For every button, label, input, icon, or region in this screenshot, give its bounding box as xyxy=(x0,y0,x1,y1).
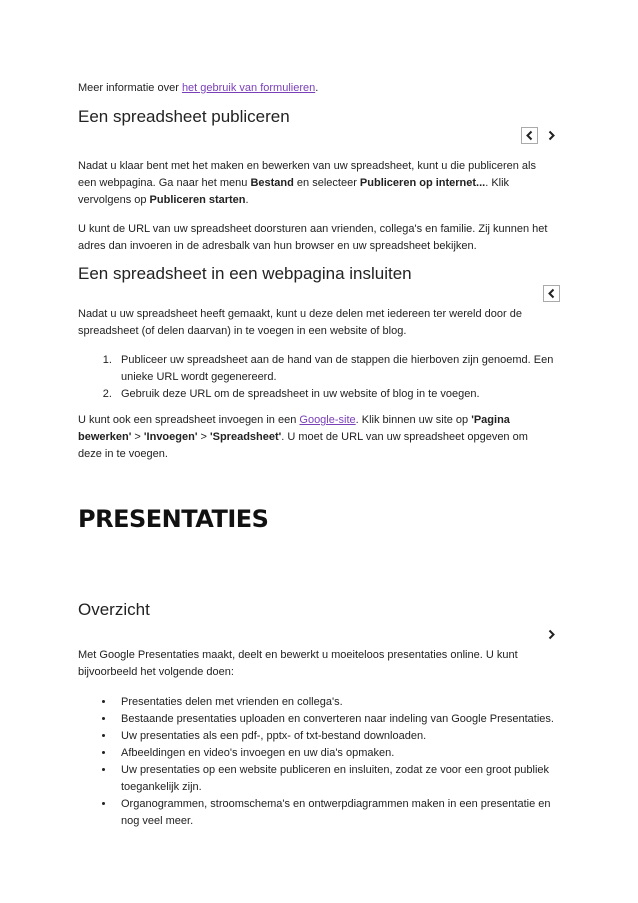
chevron-right-icon xyxy=(546,130,557,141)
presentations-title: PRESENTATIES xyxy=(78,505,269,533)
chevron-left-icon xyxy=(546,288,557,299)
embed-steps-list xyxy=(78,352,555,403)
next-button-2[interactable] xyxy=(543,626,560,643)
publish-paragraph-2: U kunt de URL van uw spreadsheet doorsturen aan vrienden, collega's en familie. Zij kunnen het adres dan invoeren in de adresbalk van hun browser en uw spreadsheet bekijken. xyxy=(78,223,548,252)
text: > xyxy=(131,431,144,443)
chevron-left-icon xyxy=(524,130,535,141)
google-site-link[interactable]: Google-site xyxy=(299,414,356,426)
text: > xyxy=(197,431,210,443)
intro-line xyxy=(78,80,550,97)
edit-page-label: 'Pagina bewerken' xyxy=(78,414,510,443)
embed-heading: Een spreadsheet in een webpagina insluiten xyxy=(78,264,412,283)
embed-paragraph-2 xyxy=(78,412,550,463)
intro-suffix: . xyxy=(315,82,319,94)
list-item: • Organogrammen, stroomschema's en ontwerpdiagrammen maken in een presentatie en nog veel meer. xyxy=(115,796,560,830)
intro-prefix: Meer informatie over xyxy=(78,82,182,94)
list-item: • Bestaande presentaties uploaden en converteren naar indeling van Google Presentaties. xyxy=(115,711,560,728)
list-item: • Afbeeldingen en video's invoegen en uw dia's opmaken. xyxy=(115,745,560,762)
publish-heading: Een spreadsheet publiceren xyxy=(78,107,290,126)
text: . Klik vervolgens op xyxy=(78,177,510,206)
next-button[interactable] xyxy=(543,127,560,144)
text: U kunt ook een spreadsheet invoegen in een xyxy=(78,414,300,426)
list-item: • Uw presentaties op een website publiceren en insluiten, zodat ze voor een groot publiek toegankelijk zijn. xyxy=(115,762,560,796)
list-item: 2. Gebruik deze URL om de spreadsheet in uw website of blog in te voegen. xyxy=(115,386,555,403)
text: en selecteer xyxy=(293,177,360,189)
embed-paragraph-1: Nadat u uw spreadsheet heeft gemaakt, kunt u deze delen met iedereen ter wereld door de spreadsheet (of delen daarvan) in te voegen in een website of blog. xyxy=(78,308,522,337)
presentations-feature-list xyxy=(78,694,560,830)
list-item: • Uw presentaties als een pdf-, pptx- of txt-bestand downloaden. xyxy=(115,728,560,745)
list-item: • Presentaties delen met vrienden en collega's. xyxy=(115,694,560,711)
chevron-right-icon xyxy=(546,629,557,640)
text: . xyxy=(245,194,249,206)
text: . U moet de URL van uw spreadsheet opgeven om deze in te voegen. xyxy=(78,431,528,460)
text: . Klik binnen uw site op xyxy=(355,414,472,426)
overview-heading: Overzicht xyxy=(78,600,150,619)
list-item: 1. Publiceer uw spreadsheet aan de hand van de stappen die hierboven zijn genoemd. Een unieke URL wordt gegenereerd. xyxy=(115,352,555,386)
menu-file-label: Bestand xyxy=(250,177,294,189)
publish-web-label: Publiceren op internet... xyxy=(359,177,486,189)
start-publishing-label: Publiceren starten xyxy=(149,194,246,206)
spreadsheet-label: 'Spreadsheet' xyxy=(210,431,282,443)
insert-label: 'Invoegen' xyxy=(143,431,198,443)
text: Nadat u klaar bent met het maken en bewerken van uw spreadsheet, kunt u die publiceren als een webpagina. Ga naar het menu xyxy=(78,160,536,189)
prev-button-2[interactable] xyxy=(543,285,560,302)
forms-usage-link[interactable]: het gebruik van formulieren xyxy=(181,82,316,94)
prev-button[interactable] xyxy=(521,127,538,144)
presentations-intro: Met Google Presentaties maakt, deelt en bewerkt u moeiteloos presentaties online. U kunt bijvoorbeeld het volgende doen: xyxy=(78,649,518,678)
publish-paragraph-1 xyxy=(78,158,550,209)
